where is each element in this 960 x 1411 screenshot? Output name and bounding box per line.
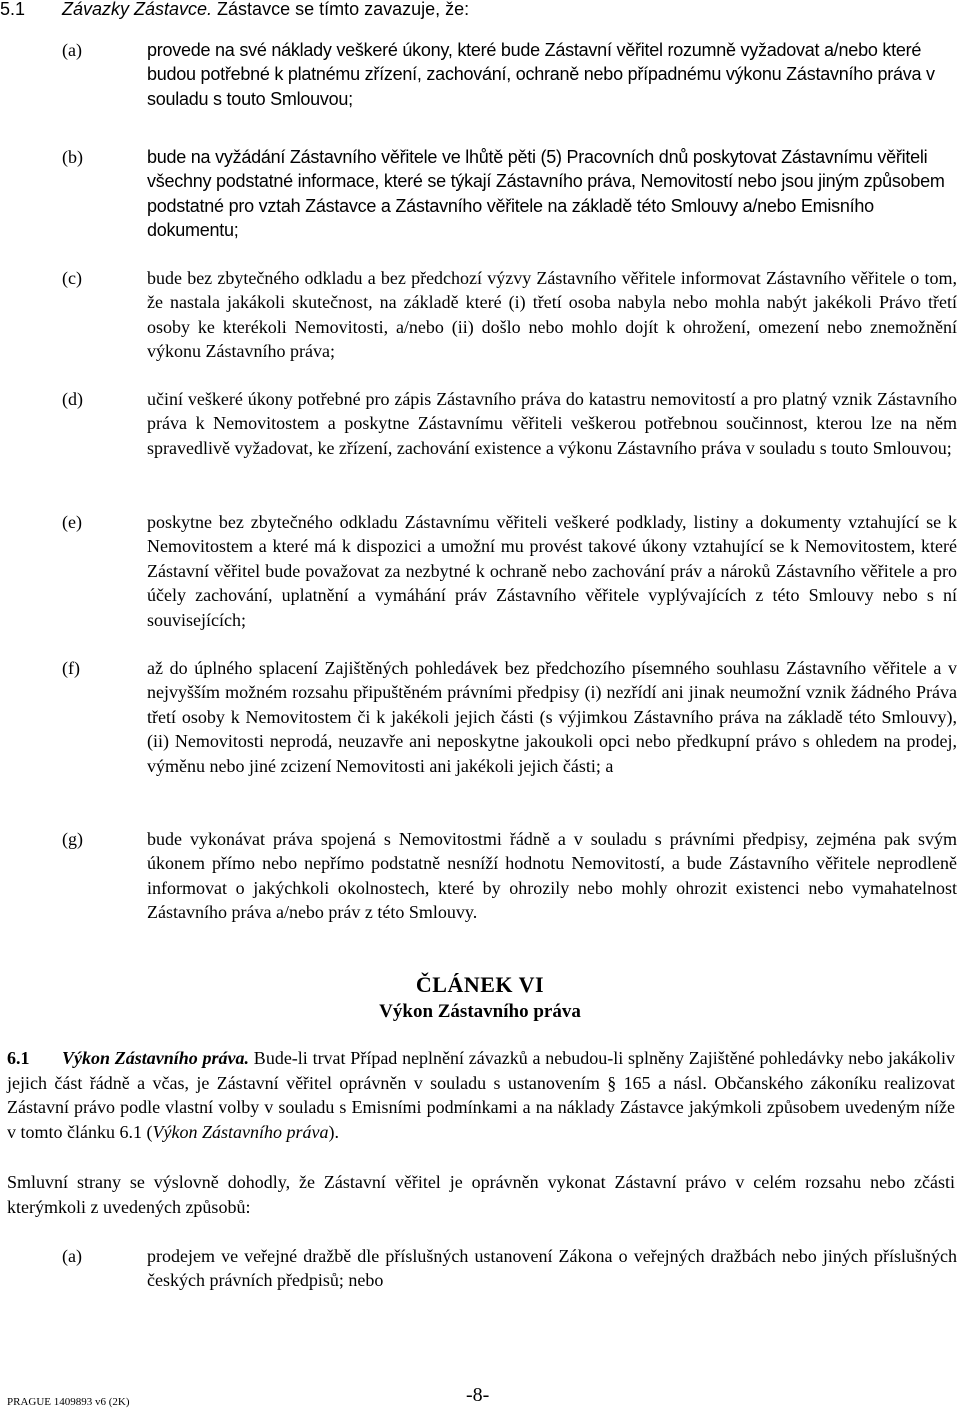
item-label: (g) (62, 829, 83, 849)
section-title: Výkon Zástavního práva. (62, 1048, 250, 1068)
section-6-1-paragraph (7, 1046, 955, 1144)
article-subheading: Výkon Zástavního práva (379, 1001, 581, 1022)
section-number: 6.1 (7, 1048, 30, 1068)
item-label: (a) (62, 1246, 82, 1266)
article-heading: ČLÁNEK VI (415, 972, 545, 997)
item-label: (e) (62, 512, 82, 532)
section-text-end: ). (328, 1121, 339, 1142)
section-number: 5.1 (0, 0, 26, 19)
item-label: (f) (62, 658, 80, 678)
item-label: (a) (62, 40, 82, 60)
agreement-paragraph: Smluvní strany se výslovně dohodly, že Zástavní věřitel je oprávněn vykonat Zástavní právo v celém rozsahu nebo zčásti kterýmkoli z uvedených způsobů: (7, 1172, 955, 1217)
section-intro: Zástavce se tímto zavazuje, že: (212, 0, 470, 19)
item-text: bude vykonávat práva spojená s Nemovitostmi řádně a v souladu s právními předpisy, zejména pak svým úkonem přímo nebo nepřímo podstatně nesníží hodnotu Nemovitostí, a bude Zástavního věřitele neprodleně informovat o jakýchkoli okolnostech, které by ohrozily nebo mohly ohrozit existenci nebo vymahatelnost Zástavního práva a/nebo práv z této Smlouvy. (147, 829, 957, 923)
footer-page-number: -8- (466, 1384, 490, 1406)
footer-document-reference: PRAGUE 1409893 v6 (2K) (7, 1396, 130, 1408)
section-italic-reference: Výkon Zástavního práva (152, 1121, 329, 1142)
item-label: (b) (62, 147, 83, 167)
section-title: Závazky Zástavce. (62, 0, 213, 19)
item-label: (d) (62, 389, 83, 409)
section-5-1-header (0, 0, 469, 20)
item-text: bude na vyžádání Zástavního věřitele ve lhůtě pěti (5) Pracovních dnů poskytovat Zástavnímu věřiteli všechny podstatné informace, které se týkají Zástavního práva, Nemovitostí nebo jsou jiným způsobem podstatné pro vztah Zástavce a Zástavního věřitele na základě této Smlouvy a/nebo Emisního dokumentu; (147, 147, 945, 241)
item-text: až do úplného splacení Zajištěných pohledávek bez předchozího písemného souhlasu Zástavního věřitele a v nejvyšším možném rozsahu připuštěném právními předpisy (i) nezřídí ani jinak neumožní vznik žádného Práva třetí osoby k Nemovitostem či k jakékoli jejich části (s výjimkou Zástavního práva na základě této Smlouvy), (ii) Nemovitosti neprodá, neuzavře ani neposkytne jakoukoli opci nebo předkupní právo s ohledem na prodej, výměnu nebo jiné zcizení Nemovitosti ani jakékoli jejich části; a (147, 658, 957, 776)
section-text: Bude-li trvat Případ neplnění závazků a nebudou-li splněny Zajištěné pohledávky nebo jakákoliv jejich část řádně a včas, je Zástavní věřitel oprávněn v souladu s ustanovením § 165 a násl. Občanského zákoníku realizovat Zástavní právo podle vlastní volby v souladu s Emisními podmínkami a na náklady Zástavce jakýmkoli způsobem uvedeným níže v tomto článku 6.1 ( (7, 1048, 955, 1142)
item-text: bude bez zbytečného odkladu a bez předchozí výzvy Zástavního věřitele informovat Zástavního věřitele o tom, že nastala jakákoli skutečnost, na základě které (i) třetí osoba nabyla nebo mohla nabýt jakékoli Právo třetí osoby ke kterékoli Nemovitosti, a/nebo (ii) došlo nebo mohlo dojít k ohrožení, omezení nebo znemožnění výkonu Zástavního práva; (147, 268, 957, 362)
item-label: (c) (62, 268, 82, 288)
item-text: provede na své náklady veškeré úkony, které bude Zástavní věřitel rozumně vyžadovat a/nebo které budou potřebné k platnému zřízení, zachování, ochraně nebo případnému výkonu Zástavního práva v souladu s touto Smlouvou; (147, 40, 935, 109)
item-text: poskytne bez zbytečného odkladu Zástavnímu věřiteli veškeré podklady, listiny a dokumenty vztahující se k Nemovitostem a které má k dispozici a umožní mu provést takové úkony vztahující se k Nemovitostem, které Zástavní věřitel bude považovat za nezbytné k ochraně nebo zachování práv a nároků Zástavního věřitele a pro účely zachování, uplatnění a vymáhání práv Zástavního věřitele vyplývajících z této Smlouvy nebo s ní souvisejících; (147, 512, 957, 630)
item-text: prodejem ve veřejné dražbě dle příslušných ustanovení Zákona o veřejných dražbách nebo jiných příslušných českých právních předpisů; nebo (147, 1246, 957, 1291)
item-text: učiní veškeré úkony potřebné pro zápis Zástavního práva do katastru nemovitostí a pro platný vznik Zástavního práva k Nemovitostem a poskytne Zástavnímu věřiteli veškerou potřebnou součinnost, kterou lze na něm spravedlivě vyžadovat, ke zřízení, zachování existence a výkonu Zástavního práva v souladu s touto Smlouvou; (147, 389, 957, 458)
